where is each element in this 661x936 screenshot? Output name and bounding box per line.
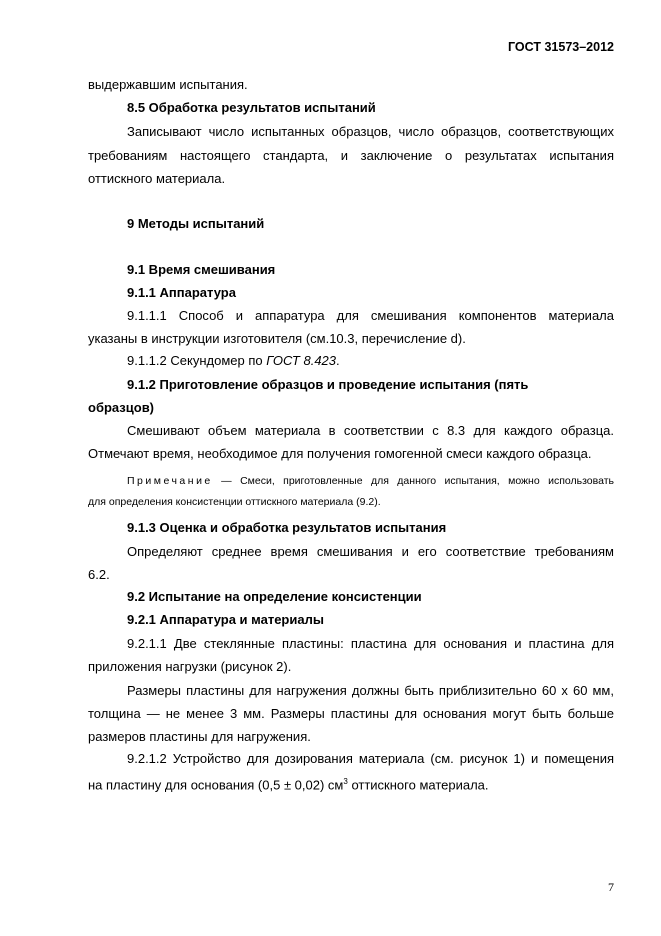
text-line: 9.1.1.1 Способ и аппаратура для смешивания компонентов материала xyxy=(127,308,614,323)
section-heading: 8.5 Обработка результатов испытаний xyxy=(127,100,376,115)
text-line: приложения нагрузки (рисунок 2). xyxy=(88,659,292,674)
text-line: Определяют среднее время смешивания и его соответствие требованиям xyxy=(127,544,614,559)
note-line xyxy=(127,473,614,489)
text-fragment: — Смеси, приготовленные для данного испытания, можно использовать xyxy=(212,475,614,487)
text-line: Записывают число испытанных образцов, число образцов, соответствующих xyxy=(127,124,614,139)
text-line: 9.2.1.2 Устройство для дозирования материала (см. рисунок 1) и помещения xyxy=(127,751,614,766)
text-line: размеров пластины для нагружения. xyxy=(88,729,311,744)
text-line: оттискного материала. xyxy=(88,171,226,186)
superscript: 3 xyxy=(343,777,348,786)
section-heading: 9.2.1 Аппаратура и материалы xyxy=(127,612,324,627)
text-line: Размеры пластины для нагружения должны быть приблизительно 60 x 60 мм, xyxy=(127,683,614,698)
text-line: толщина — не менее 3 мм. Размеры пластины для основания могут быть больше xyxy=(88,706,614,721)
text-line: выдержавшим испытания. xyxy=(88,77,248,92)
document-header: ГОСТ 31573–2012 xyxy=(508,40,614,54)
text-line: требованиям настоящего стандарта, и заключение о результатах испытания xyxy=(88,148,614,163)
section-heading: 9.1.3 Оценка и обработка результатов испытания xyxy=(127,520,447,535)
section-heading: 9.1.2 Приготовление образцов и проведение испытания (пять xyxy=(127,377,529,392)
text-line xyxy=(127,353,614,369)
text-fragment: на пластину для основания (0,5 ± 0,02) см xyxy=(88,777,344,793)
standard-reference: ГОСТ 8.423 xyxy=(266,353,337,368)
text-line: Отмечают время, необходимое для получения гомогенной смеси каждого образца. xyxy=(88,446,592,461)
text-fragment: . xyxy=(336,353,340,368)
text-line: указаны в инструкции изготовителя (см.10.3, перечисление d). xyxy=(88,331,466,346)
note-label: Примечание xyxy=(127,475,213,487)
section-heading: образцов) xyxy=(88,400,155,415)
section-heading: 9.1.1 Аппаратура xyxy=(127,285,236,300)
text-line: 6.2. xyxy=(88,567,110,582)
section-heading: 9.2 Испытание на определение консистенции xyxy=(127,589,422,604)
text-line: Смешивают объем материала в соответствии с 8.3 для каждого образца. xyxy=(127,423,614,438)
note-line: для определения консистенции оттискного материала (9.2). xyxy=(88,496,381,508)
text-fragment: оттискного материала. xyxy=(347,777,489,793)
text-line xyxy=(88,774,614,793)
text-line: 9.2.1.1 Две стеклянные пластины: пластина для основания и пластина для xyxy=(127,636,614,651)
page-number: 7 xyxy=(608,880,614,894)
text-fragment: 9.1.1.2 Секундомер по xyxy=(127,353,267,368)
section-heading: 9.1 Время смешивания xyxy=(127,262,276,277)
section-heading: 9 Методы испытаний xyxy=(127,216,265,231)
